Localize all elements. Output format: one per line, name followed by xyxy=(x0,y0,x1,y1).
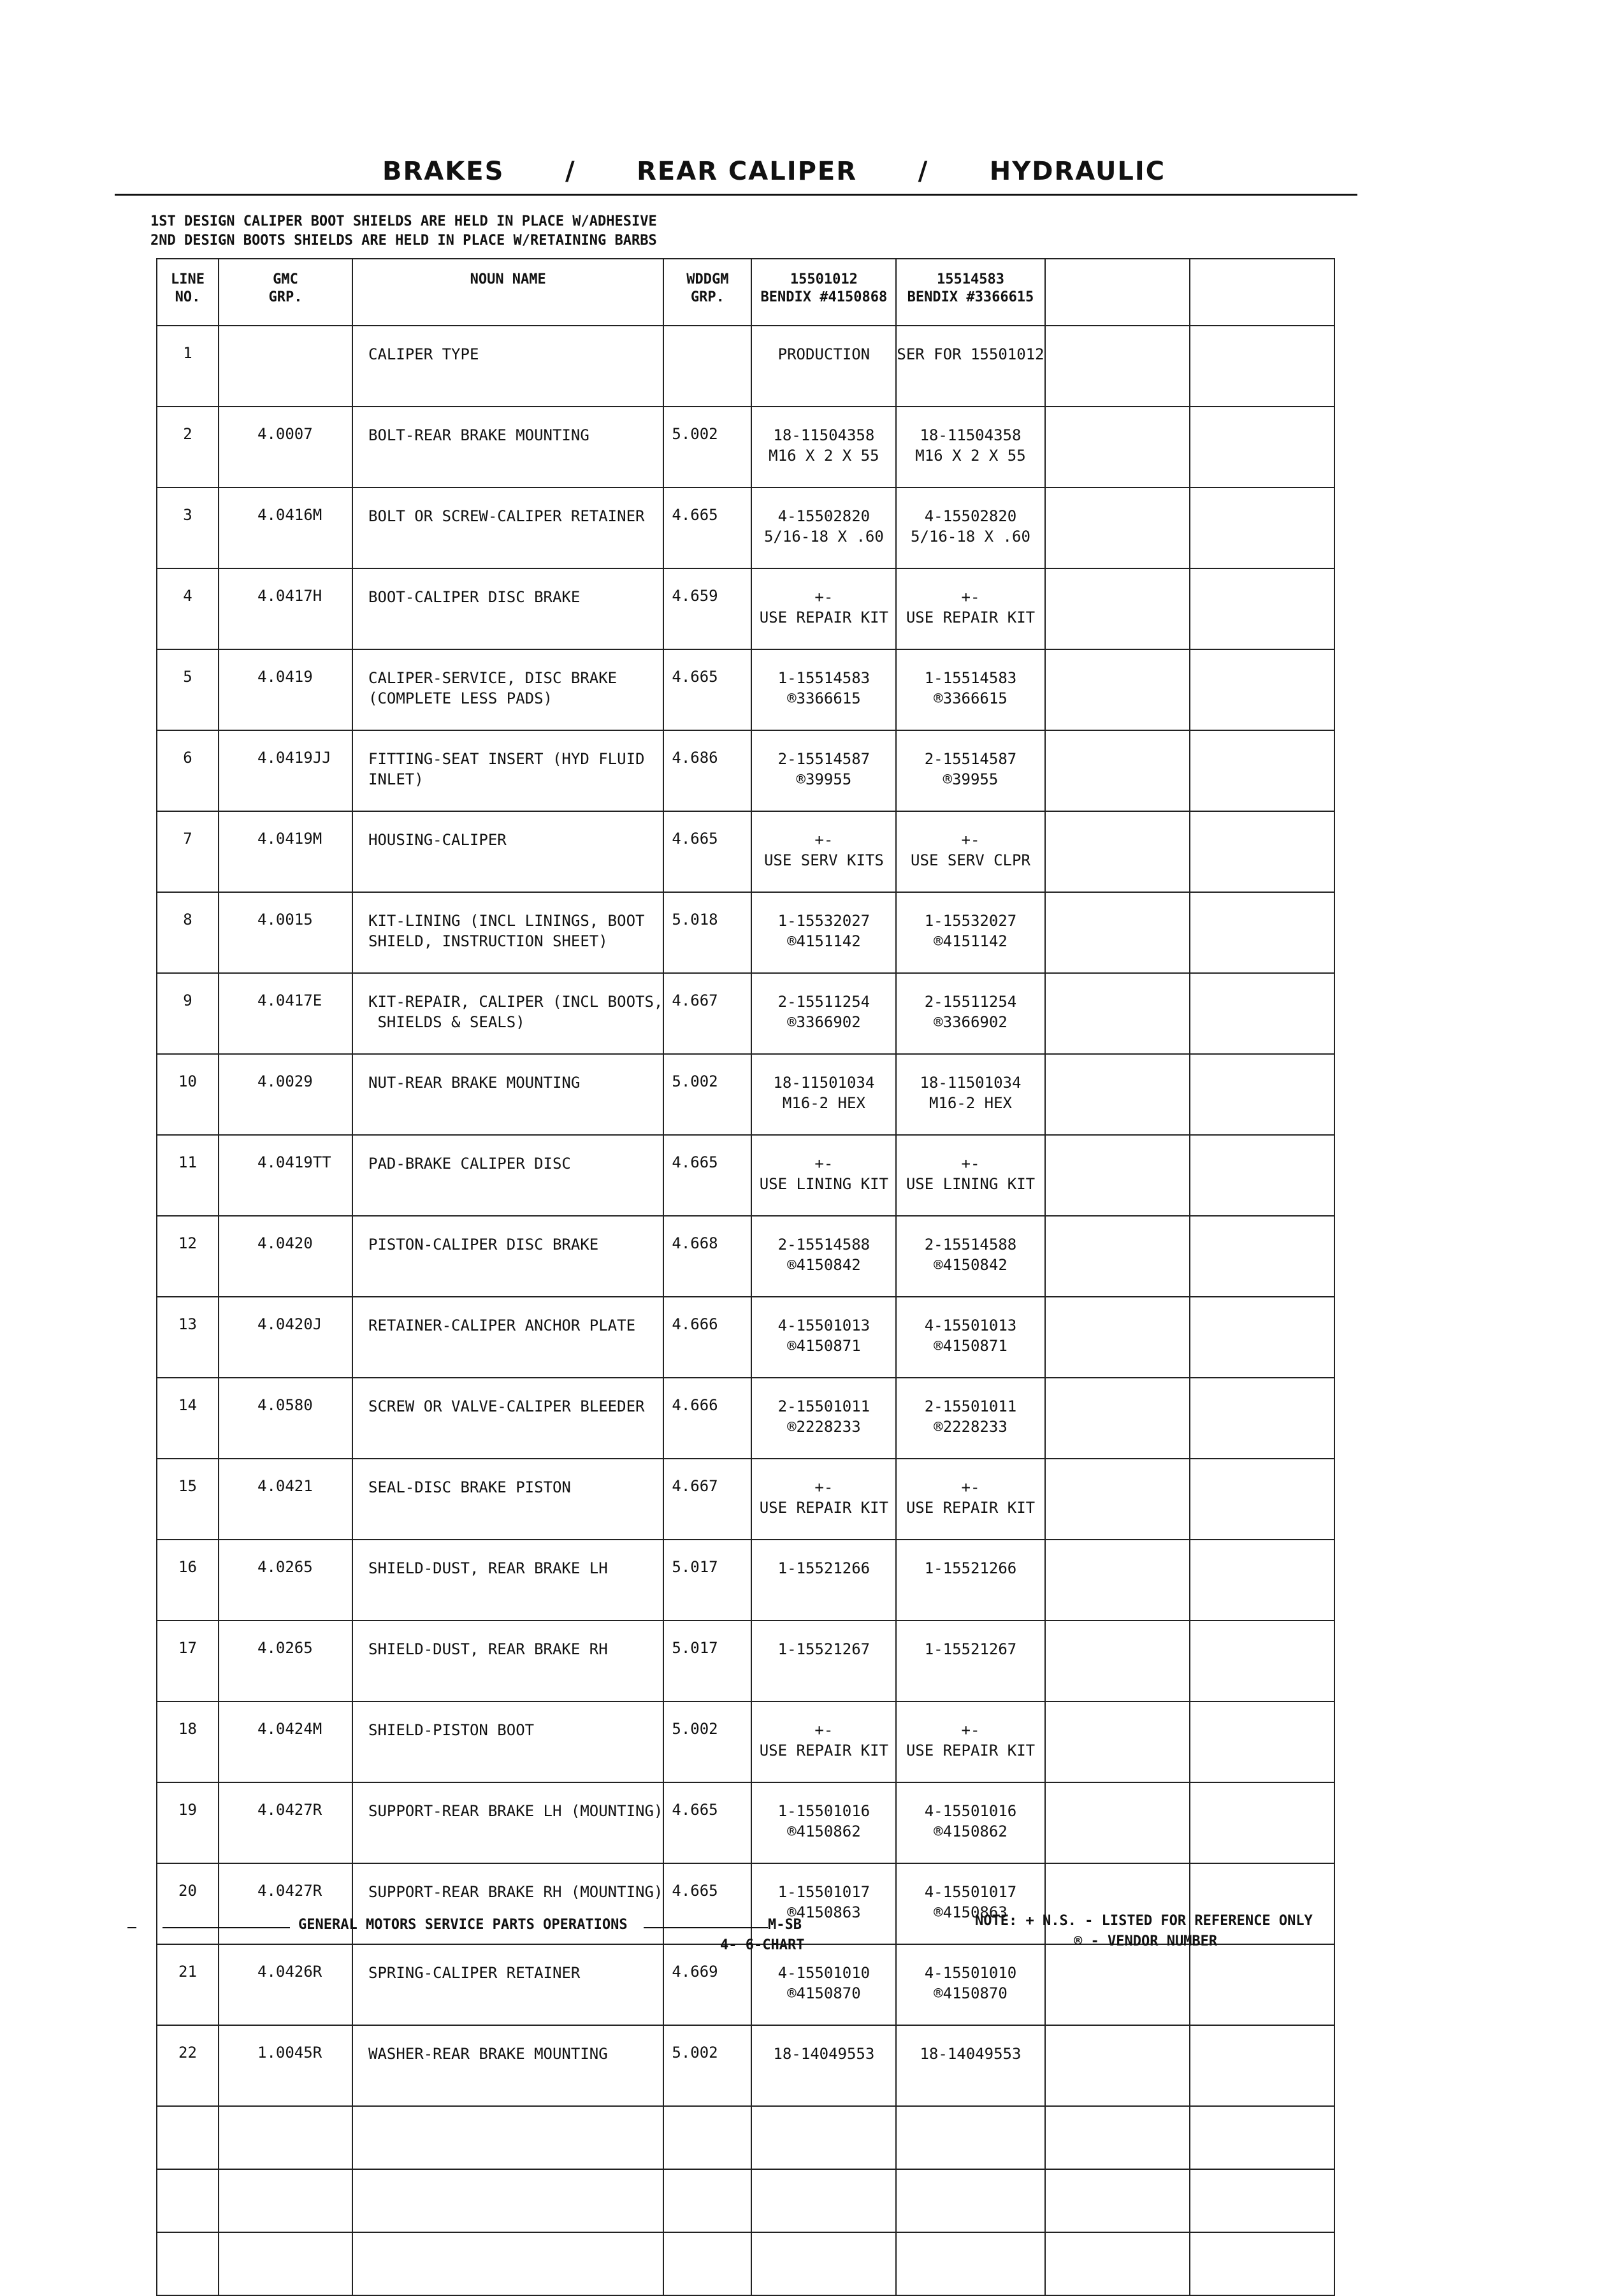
part-15514583-cell: 18-11504358 M16 X 2 X 55 xyxy=(896,407,1044,487)
gmc-grp-cell: 4.0029 xyxy=(219,1054,352,1135)
noun-name-cell: BOLT OR SCREW-CALIPER RETAINER xyxy=(352,487,663,568)
line-no-cell: 8 xyxy=(157,892,219,973)
part-15501012-cell: 18-11501034 M16-2 HEX xyxy=(751,1054,896,1135)
empty-cell xyxy=(896,2106,1044,2169)
noun-name-cell: CALIPER-SERVICE, DISC BRAKE (COMPLETE LESS PADS) xyxy=(352,649,663,730)
line-no-cell: 20 xyxy=(157,1863,219,1944)
footer-chart: 4- 6-CHART xyxy=(720,1937,805,1953)
noun-name-cell: SPRING-CALIPER RETAINER xyxy=(352,1944,663,2025)
table-row xyxy=(157,1378,1334,1459)
empty-cell xyxy=(352,2169,663,2232)
part-15514583-cell: 4-15501017 ®4150863 xyxy=(896,1863,1044,1944)
header-line-no: LINE NO. xyxy=(157,259,219,326)
title-rule xyxy=(115,194,1357,196)
empty-cell xyxy=(1045,1540,1190,1621)
table-row xyxy=(157,1782,1334,1863)
header-empty-col xyxy=(1190,259,1334,326)
part-15501012-cell: +- USE REPAIR KIT xyxy=(751,1459,896,1540)
part-15514583-cell: 1-15521267 xyxy=(896,1621,1044,1701)
empty-cell xyxy=(1045,2106,1190,2169)
noun-name-cell: PISTON-CALIPER DISC BRAKE xyxy=(352,1216,663,1297)
gmc-grp-cell: 4.0421 xyxy=(219,1459,352,1540)
empty-cell xyxy=(1190,1701,1334,1782)
empty-cell xyxy=(663,2169,751,2232)
noun-name-cell: SUPPORT-REAR BRAKE LH (MOUNTING) xyxy=(352,1782,663,1863)
empty-cell xyxy=(1045,892,1190,973)
header-empty-col xyxy=(1045,259,1190,326)
part-15514583-cell: 1-15532027 ®4151142 xyxy=(896,892,1044,973)
wddgm-grp-cell: 4.665 xyxy=(663,811,751,892)
wddgm-grp-cell: 4.665 xyxy=(663,1782,751,1863)
gmc-grp-cell: 4.0007 xyxy=(219,407,352,487)
empty-cell xyxy=(157,2106,219,2169)
header-wddgm-grp: WDDGM GRP. xyxy=(663,259,751,326)
part-15514583-cell: 4-15501010 ®4150870 xyxy=(896,1944,1044,2025)
empty-cell xyxy=(157,2169,219,2232)
part-15501012-cell: +- USE LINING KIT xyxy=(751,1135,896,1216)
empty-cell xyxy=(1190,487,1334,568)
gmc-grp-cell: 4.0419M xyxy=(219,811,352,892)
part-15514583-cell: 4-15501013 ®4150871 xyxy=(896,1297,1044,1378)
part-15501012-cell: 2-15514588 ®4150842 xyxy=(751,1216,896,1297)
blank-row xyxy=(157,2106,1334,2169)
gmc-grp-cell: 4.0419 xyxy=(219,649,352,730)
wddgm-grp-cell: 4.665 xyxy=(663,1135,751,1216)
title-separator-1: / xyxy=(565,157,576,186)
part-15514583-cell: SER FOR 15501012 xyxy=(896,326,1044,407)
empty-cell xyxy=(663,2232,751,2295)
header-part-15514583: 15514583 BENDIX #3366615 xyxy=(896,259,1044,326)
gmc-grp-cell: 4.0426R xyxy=(219,1944,352,2025)
empty-cell xyxy=(1190,892,1334,973)
empty-cell xyxy=(1190,1297,1334,1378)
empty-cell xyxy=(352,2106,663,2169)
line-no-cell: 14 xyxy=(157,1378,219,1459)
line-no-cell: 18 xyxy=(157,1701,219,1782)
part-15514583-cell: 2-15514587 ®39955 xyxy=(896,730,1044,811)
empty-cell xyxy=(1190,1135,1334,1216)
part-15501012-cell: 2-15514587 ®39955 xyxy=(751,730,896,811)
title-rear-caliper: REAR CALIPER xyxy=(637,157,858,186)
part-15514583-cell: 1-15521266 xyxy=(896,1540,1044,1621)
empty-cell xyxy=(1190,568,1334,649)
header-gmc-grp: GMC GRP. xyxy=(219,259,352,326)
part-15514583-cell: +- USE REPAIR KIT xyxy=(896,1459,1044,1540)
part-15514583-cell: 2-15501011 ®2228233 xyxy=(896,1378,1044,1459)
empty-cell xyxy=(1045,730,1190,811)
table-row xyxy=(157,1135,1334,1216)
line-no-cell: 19 xyxy=(157,1782,219,1863)
wddgm-grp-cell: 4.669 xyxy=(663,1944,751,2025)
design-note-2: 2ND DESIGN BOOTS SHIELDS ARE HELD IN PLACE W/RETAINING BARBS xyxy=(150,233,657,249)
part-15514583-cell: 18-11501034 M16-2 HEX xyxy=(896,1054,1044,1135)
line-no-cell: 21 xyxy=(157,1944,219,2025)
noun-name-cell: SUPPORT-REAR BRAKE RH (MOUNTING) xyxy=(352,1863,663,1944)
table-row xyxy=(157,811,1334,892)
table-row xyxy=(157,2025,1334,2106)
page-title xyxy=(382,157,1166,186)
empty-cell xyxy=(1045,1216,1190,1297)
empty-cell xyxy=(1190,2169,1334,2232)
noun-name-cell: KIT-REPAIR, CALIPER (INCL BOOTS, SHIELDS & SEALS) xyxy=(352,973,663,1054)
empty-cell xyxy=(1190,1944,1334,2025)
empty-cell xyxy=(751,2106,896,2169)
wddgm-grp-cell: 4.666 xyxy=(663,1297,751,1378)
empty-cell xyxy=(1045,1701,1190,1782)
wddgm-grp-cell: 5.002 xyxy=(663,1701,751,1782)
table-row xyxy=(157,568,1334,649)
gmc-grp-cell: 4.0427R xyxy=(219,1863,352,1944)
empty-cell xyxy=(1045,1944,1190,2025)
wddgm-grp-cell: 4.665 xyxy=(663,487,751,568)
wddgm-grp-cell: 5.002 xyxy=(663,1054,751,1135)
part-15501012-cell: +- USE REPAIR KIT xyxy=(751,1701,896,1782)
footer-tick xyxy=(127,1927,136,1928)
empty-cell xyxy=(1190,1782,1334,1863)
part-15501012-cell: PRODUCTION xyxy=(751,326,896,407)
table-header-row xyxy=(157,259,1334,326)
wddgm-grp-cell xyxy=(663,326,751,407)
noun-name-cell: NUT-REAR BRAKE MOUNTING xyxy=(352,1054,663,1135)
noun-name-cell: RETAINER-CALIPER ANCHOR PLATE xyxy=(352,1297,663,1378)
part-15514583-cell: 4-15501016 ®4150862 xyxy=(896,1782,1044,1863)
part-15501012-cell: 1-15521267 xyxy=(751,1621,896,1701)
part-15501012-cell: 4-15501010 ®4150870 xyxy=(751,1944,896,2025)
part-15501012-cell: +- USE SERV KITS xyxy=(751,811,896,892)
part-15514583-cell: +- USE LINING KIT xyxy=(896,1135,1044,1216)
table-row xyxy=(157,487,1334,568)
part-15514583-cell: +- USE REPAIR KIT xyxy=(896,1701,1044,1782)
table-row xyxy=(157,1621,1334,1701)
empty-cell xyxy=(219,2232,352,2295)
part-15501012-cell: 18-11504358 M16 X 2 X 55 xyxy=(751,407,896,487)
line-no-cell: 4 xyxy=(157,568,219,649)
part-15501012-cell: 18-14049553 xyxy=(751,2025,896,2106)
part-15514583-cell: +- USE SERV CLPR xyxy=(896,811,1044,892)
wddgm-grp-cell: 4.666 xyxy=(663,1378,751,1459)
header-noun-name: NOUN NAME xyxy=(352,259,663,326)
table-row xyxy=(157,973,1334,1054)
footer-rule-left xyxy=(163,1927,290,1928)
parts-table xyxy=(156,258,1335,2296)
empty-cell xyxy=(1190,1216,1334,1297)
wddgm-grp-cell: 5.002 xyxy=(663,407,751,487)
table-row xyxy=(157,326,1334,407)
empty-cell xyxy=(1190,1621,1334,1701)
line-no-cell: 6 xyxy=(157,730,219,811)
line-no-cell: 1 xyxy=(157,326,219,407)
part-15514583-cell: 1-15514583 ®3366615 xyxy=(896,649,1044,730)
noun-name-cell: SCREW OR VALVE-CALIPER BLEEDER xyxy=(352,1378,663,1459)
empty-cell xyxy=(1045,973,1190,1054)
line-no-cell: 2 xyxy=(157,407,219,487)
wddgm-grp-cell: 5.002 xyxy=(663,2025,751,2106)
line-no-cell: 7 xyxy=(157,811,219,892)
part-15501012-cell: 1-15514583 ®3366615 xyxy=(751,649,896,730)
wddgm-grp-cell: 5.018 xyxy=(663,892,751,973)
footer-note-ns: NOTE: + N.S. - LISTED FOR REFERENCE ONLY xyxy=(975,1913,1313,1929)
table-row xyxy=(157,1216,1334,1297)
empty-cell xyxy=(896,2232,1044,2295)
line-no-cell: 5 xyxy=(157,649,219,730)
empty-cell xyxy=(1045,649,1190,730)
empty-cell xyxy=(1045,568,1190,649)
wddgm-grp-cell: 4.667 xyxy=(663,1459,751,1540)
wddgm-grp-cell: 5.017 xyxy=(663,1540,751,1621)
part-15501012-cell: 1-15521266 xyxy=(751,1540,896,1621)
part-15501012-cell: 1-15532027 ®4151142 xyxy=(751,892,896,973)
part-15514583-cell: 18-14049553 xyxy=(896,2025,1044,2106)
empty-cell xyxy=(1045,1297,1190,1378)
empty-cell xyxy=(1045,2232,1190,2295)
empty-cell xyxy=(1190,1863,1334,1944)
line-no-cell: 12 xyxy=(157,1216,219,1297)
part-15501012-cell: 2-15501011 ®2228233 xyxy=(751,1378,896,1459)
empty-cell xyxy=(751,2232,896,2295)
empty-cell xyxy=(1190,1540,1334,1621)
empty-cell xyxy=(1190,973,1334,1054)
table-row xyxy=(157,1701,1334,1782)
empty-cell xyxy=(896,2169,1044,2232)
table-row xyxy=(157,1540,1334,1621)
empty-cell xyxy=(1045,1782,1190,1863)
noun-name-cell: SHIELD-PISTON BOOT xyxy=(352,1701,663,1782)
footer-rule-mid xyxy=(644,1927,768,1928)
gmc-grp-cell xyxy=(219,326,352,407)
noun-name-cell: SHIELD-DUST, REAR BRAKE LH xyxy=(352,1540,663,1621)
noun-name-cell: WASHER-REAR BRAKE MOUNTING xyxy=(352,2025,663,2106)
noun-name-cell: SHIELD-DUST, REAR BRAKE RH xyxy=(352,1621,663,1701)
design-note-1: 1ST DESIGN CALIPER BOOT SHIELDS ARE HELD IN PLACE W/ADHESIVE xyxy=(150,213,657,229)
gmc-grp-cell: 4.0427R xyxy=(219,1782,352,1863)
part-15501012-cell: +- USE REPAIR KIT xyxy=(751,568,896,649)
part-15514583-cell: +- USE REPAIR KIT xyxy=(896,568,1044,649)
empty-cell xyxy=(1190,407,1334,487)
wddgm-grp-cell: 4.686 xyxy=(663,730,751,811)
empty-cell xyxy=(1190,326,1334,407)
line-no-cell: 13 xyxy=(157,1297,219,1378)
empty-cell xyxy=(157,2232,219,2295)
noun-name-cell: HOUSING-CALIPER xyxy=(352,811,663,892)
empty-cell xyxy=(751,2169,896,2232)
table-row xyxy=(157,1944,1334,2025)
gmc-grp-cell: 4.0417H xyxy=(219,568,352,649)
line-no-cell: 15 xyxy=(157,1459,219,1540)
empty-cell xyxy=(1190,2232,1334,2295)
empty-cell xyxy=(1190,730,1334,811)
line-no-cell: 17 xyxy=(157,1621,219,1701)
table-row xyxy=(157,407,1334,487)
part-15501012-cell: 2-15511254 ®3366902 xyxy=(751,973,896,1054)
empty-cell xyxy=(352,2232,663,2295)
table-row xyxy=(157,730,1334,811)
gmc-grp-cell: 4.0420J xyxy=(219,1297,352,1378)
gmc-grp-cell: 4.0265 xyxy=(219,1621,352,1701)
wddgm-grp-cell: 5.017 xyxy=(663,1621,751,1701)
empty-cell xyxy=(1045,1863,1190,1944)
title-brakes: BRAKES xyxy=(382,157,505,186)
empty-cell xyxy=(663,2106,751,2169)
wddgm-grp-cell: 4.659 xyxy=(663,568,751,649)
title-separator-2: / xyxy=(918,157,929,186)
table-row xyxy=(157,1459,1334,1540)
empty-cell xyxy=(1045,326,1190,407)
blank-row xyxy=(157,2232,1334,2295)
title-hydraulic: HYDRAULIC xyxy=(989,157,1166,186)
empty-cell xyxy=(219,2169,352,2232)
blank-row xyxy=(157,2169,1334,2232)
gmc-grp-cell: 4.0419TT xyxy=(219,1135,352,1216)
gmc-grp-cell: 4.0580 xyxy=(219,1378,352,1459)
wddgm-grp-cell: 4.668 xyxy=(663,1216,751,1297)
noun-name-cell: FITTING-SEAT INSERT (HYD FLUID INLET) xyxy=(352,730,663,811)
line-no-cell: 10 xyxy=(157,1054,219,1135)
empty-cell xyxy=(1045,2169,1190,2232)
empty-cell xyxy=(1190,1054,1334,1135)
noun-name-cell: PAD-BRAKE CALIPER DISC xyxy=(352,1135,663,1216)
empty-cell xyxy=(1045,487,1190,568)
table-row xyxy=(157,1297,1334,1378)
line-no-cell: 9 xyxy=(157,973,219,1054)
empty-cell xyxy=(1045,2025,1190,2106)
gmc-grp-cell: 1.0045R xyxy=(219,2025,352,2106)
noun-name-cell: CALIPER TYPE xyxy=(352,326,663,407)
gmc-grp-cell: 4.0419JJ xyxy=(219,730,352,811)
header-part-15501012: 15501012 BENDIX #4150868 xyxy=(751,259,896,326)
gmc-grp-cell: 4.0416M xyxy=(219,487,352,568)
noun-name-cell: SEAL-DISC BRAKE PISTON xyxy=(352,1459,663,1540)
part-15501012-cell: 4-15501013 ®4150871 xyxy=(751,1297,896,1378)
footer-org: GENERAL MOTORS SERVICE PARTS OPERATIONS xyxy=(298,1917,628,1933)
part-15514583-cell: 2-15514588 ®4150842 xyxy=(896,1216,1044,1297)
noun-name-cell: BOLT-REAR BRAKE MOUNTING xyxy=(352,407,663,487)
gmc-grp-cell: 4.0420 xyxy=(219,1216,352,1297)
table-row xyxy=(157,649,1334,730)
noun-name-cell: KIT-LINING (INCL LININGS, BOOT SHIELD, INSTRUCTION SHEET) xyxy=(352,892,663,973)
part-15514583-cell: 2-15511254 ®3366902 xyxy=(896,973,1044,1054)
gmc-grp-cell: 4.0424M xyxy=(219,1701,352,1782)
empty-cell xyxy=(1045,1459,1190,1540)
empty-cell xyxy=(1045,1054,1190,1135)
part-15501012-cell: 4-15502820 5/16-18 X .60 xyxy=(751,487,896,568)
noun-name-cell: BOOT-CALIPER DISC BRAKE xyxy=(352,568,663,649)
empty-cell xyxy=(1190,1378,1334,1459)
gmc-grp-cell: 4.0417E xyxy=(219,973,352,1054)
part-15514583-cell: 4-15502820 5/16-18 X .60 xyxy=(896,487,1044,568)
empty-cell xyxy=(219,2106,352,2169)
wddgm-grp-cell: 4.665 xyxy=(663,1863,751,1944)
table-row xyxy=(157,892,1334,973)
empty-cell xyxy=(1190,2025,1334,2106)
gmc-grp-cell: 4.0015 xyxy=(219,892,352,973)
line-no-cell: 16 xyxy=(157,1540,219,1621)
wddgm-grp-cell: 4.667 xyxy=(663,973,751,1054)
part-15501012-cell: 1-15501016 ®4150862 xyxy=(751,1782,896,1863)
part-15501012-cell: 1-15501017 ®4150863 xyxy=(751,1863,896,1944)
footer-note-vendor: ® - VENDOR NUMBER xyxy=(1074,1933,1218,1949)
empty-cell xyxy=(1045,1621,1190,1701)
empty-cell xyxy=(1045,1378,1190,1459)
line-no-cell: 11 xyxy=(157,1135,219,1216)
line-no-cell: 3 xyxy=(157,487,219,568)
line-no-cell: 22 xyxy=(157,2025,219,2106)
gmc-grp-cell: 4.0265 xyxy=(219,1540,352,1621)
footer-code: M-SB xyxy=(768,1917,802,1933)
wddgm-grp-cell: 4.665 xyxy=(663,649,751,730)
table-row xyxy=(157,1054,1334,1135)
empty-cell xyxy=(1190,2106,1334,2169)
empty-cell xyxy=(1190,649,1334,730)
empty-cell xyxy=(1190,811,1334,892)
empty-cell xyxy=(1190,1459,1334,1540)
empty-cell xyxy=(1045,811,1190,892)
empty-cell xyxy=(1045,1135,1190,1216)
empty-cell xyxy=(1045,407,1190,487)
